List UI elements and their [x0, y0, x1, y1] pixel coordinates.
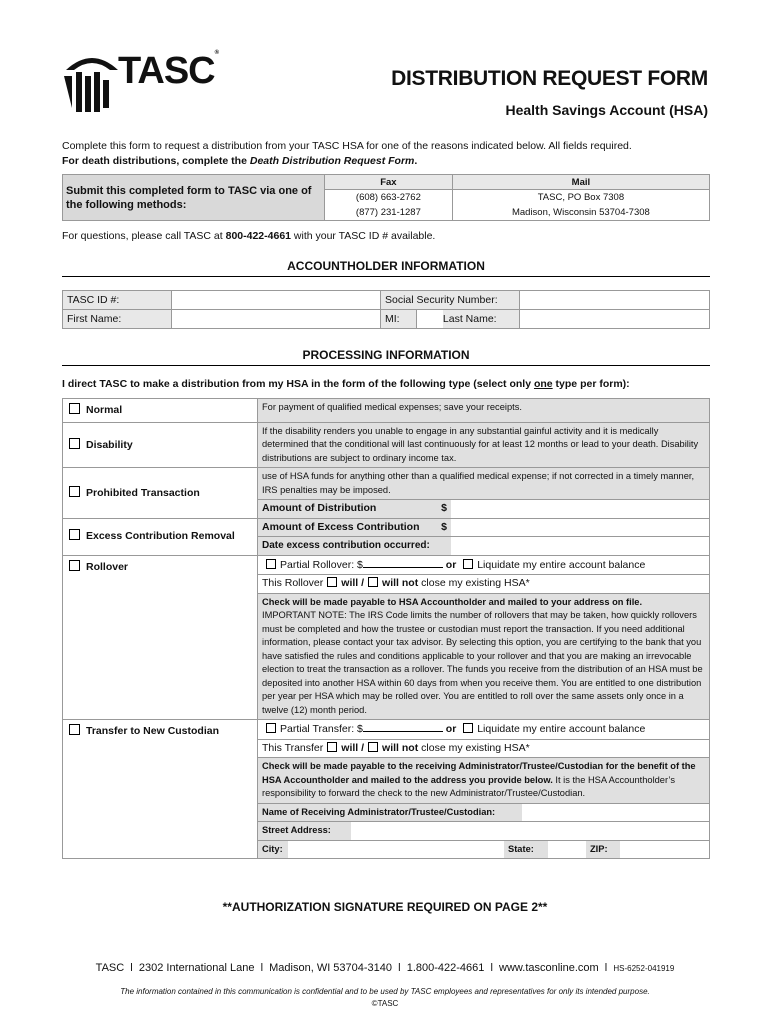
prohibited-description: use of HSA funds for anything other than a qualified medical expense; if not corrected in a timely manner, IRS penalties may be imposed. — [258, 468, 710, 500]
liquidate-rollover-checkbox[interactable] — [463, 559, 473, 569]
form-code: HS-6252-041919 — [613, 964, 675, 973]
amount-excess-row: Amount of Excess Contribution $ — [258, 518, 710, 537]
first-name-label: First Name: — [63, 310, 172, 329]
partial-transfer-amount[interactable] — [363, 722, 443, 732]
city-state-zip-row: City: State: ZIP: — [258, 840, 710, 859]
mail-line-2: Madison, Wisconsin 53704-7308 — [511, 207, 650, 218]
tasc-logo-mark — [62, 48, 122, 118]
mi-label: MI: — [381, 310, 417, 329]
confidential-notice: The information contained in this communication is confidential and to be used by TASC employees and representatives for only its intended purpose. — [120, 987, 650, 996]
accountholder-table — [62, 290, 710, 329]
footer-contact: TASC l 2302 International Lane l Madison, WI 53704-3140 l 1.800-422-4661 l www.tasconline.com l HS-6252-041919 — [95, 962, 675, 974]
intro-text — [62, 139, 712, 169]
option-disability[interactable]: Disability — [63, 422, 258, 468]
option-prohibited[interactable]: Prohibited Transaction — [63, 468, 258, 519]
processing-heading: PROCESSING INFORMATION — [62, 348, 710, 366]
street-address-row: Street Address: — [258, 822, 710, 841]
option-transfer[interactable]: Transfer to New Custodian — [63, 720, 258, 859]
liquidate-transfer-checkbox[interactable] — [463, 723, 473, 733]
partial-transfer-row: Partial Transfer: $ or Liquidate my entire account balance — [258, 720, 710, 740]
ssn-label: Social Security Number: — [381, 291, 520, 310]
option-excess-contribution[interactable]: Excess Contribution Removal — [63, 518, 258, 555]
date-excess-row: Date excess contribution occurred: — [258, 537, 710, 556]
rollover-will-checkbox[interactable] — [327, 577, 337, 587]
intro-line-1: Complete this form to request a distribution from your TASC HSA for one of the reasons indicated below. All fields required. — [62, 140, 632, 152]
excess-checkbox[interactable] — [69, 529, 80, 540]
partial-rollover-row: Partial Rollover: $ or Liquidate my entire account balance — [258, 555, 710, 575]
option-normal[interactable]: Normal — [63, 399, 258, 423]
direct-instruction: I direct TASC to make a distribution from my HSA in the form of the following type (select only one type per form): — [62, 378, 630, 390]
fax-number-2: (877) 231-1287 — [355, 207, 421, 218]
disability-description: If the disability renders you unable to engage in any substantial gainful activity and it is medically determined that the conditional will last continuously for at least 12 months or lead to your death. Disability distributions are subject to ordinary income tax. — [258, 422, 710, 468]
transfer-close-row: This Transfer will / will not close my existing HSA* — [258, 739, 710, 758]
fax-header: Fax — [325, 175, 453, 190]
last-name-label: Last Name: — [416, 310, 519, 329]
form-subtitle: Health Savings Account (HSA) — [505, 102, 708, 118]
fax-number-1: (608) 663-2762 — [355, 192, 421, 203]
mail-address — [452, 190, 709, 221]
rollover-checkbox[interactable] — [69, 560, 80, 571]
ssn-field[interactable] — [520, 291, 710, 310]
transfer-will-not-checkbox[interactable] — [368, 742, 378, 752]
amount-distribution-row: Amount of Distribution $ — [258, 500, 710, 519]
rollover-note: Check will be made payable to HSA Accountholder and mailed to your address on file. IMPORTANT NOTE: The IRS Code limits the number of rollovers that may be taken, how quickly rollovers must be completed and how the trustee or custodian must report the transaction. If you need additional information, please contact your tax advisor. By selecting this option, you are certifying to the bank that you have satisfied the rules and conditions applicable to your rollover and that you are making an irrevocable election to treat the transaction as a rollover. The funds you receive from the distribution of an HSA must be deposited into another HSA within 60 days from when you receive them. You are entitled to one distribution per year per HSA which may be rolled over. You are entitled to roll over the same assets only once in a twelve (12) month period. — [258, 593, 710, 720]
partial-rollover-checkbox[interactable] — [266, 559, 276, 569]
transfer-checkbox[interactable] — [69, 724, 80, 735]
authorization-notice: **AUTHORIZATION SIGNATURE REQUIRED ON PAGE 2** — [222, 900, 548, 914]
support-phone: 800-422-4661 — [225, 230, 291, 242]
mail-header: Mail — [452, 175, 709, 190]
first-name-field[interactable] — [172, 310, 381, 329]
mail-line-1: TASC, PO Box 7308 — [537, 192, 625, 203]
logo-wordmark: TASC® — [118, 50, 219, 92]
normal-description: For payment of qualified medical expenses; save your receipts. — [258, 399, 710, 423]
tasc-id-label: TASC ID #: — [63, 291, 172, 310]
option-rollover[interactable]: Rollover — [63, 555, 258, 720]
accountholder-heading: ACCOUNTHOLDER INFORMATION — [62, 259, 710, 277]
last-name-field[interactable] — [520, 310, 710, 329]
submission-methods-table — [62, 174, 710, 221]
disability-checkbox[interactable] — [69, 438, 80, 449]
distribution-type-table — [62, 398, 710, 859]
copyright: ©TASC — [371, 999, 399, 1008]
normal-checkbox[interactable] — [69, 403, 80, 414]
tasc-logo — [62, 48, 222, 118]
prohibited-checkbox[interactable] — [69, 486, 80, 497]
tasc-id-field[interactable] — [172, 291, 381, 310]
rollover-close-row: This Rollover will / will not close my existing HSA* — [258, 575, 710, 594]
transfer-note: Check will be made payable to the receiving Administrator/Trustee/Custodian for the benefit of the HSA Accountholder and mailed to the address you provide below. It is the HSA Accountholder’s responsibility to forward the check to the new Administrator/Trustee/Custodian. — [258, 758, 710, 804]
questions-line: For questions, please call TASC at 800-422-4661 with your TASC ID # available. — [62, 230, 436, 242]
rollover-will-not-checkbox[interactable] — [368, 577, 378, 587]
partial-transfer-checkbox[interactable] — [266, 723, 276, 733]
form-title: DISTRIBUTION REQUEST FORM — [391, 67, 708, 90]
submission-lead: Submit this completed form to TASC via one of the following methods: — [63, 175, 325, 221]
mi-field[interactable] — [417, 310, 443, 328]
fax-numbers — [325, 190, 453, 221]
intro-line-2: For death distributions, complete the Death Distribution Request Form. — [62, 155, 418, 167]
partial-rollover-amount[interactable] — [363, 558, 443, 568]
transfer-will-checkbox[interactable] — [327, 742, 337, 752]
receiving-name-row: Name of Receiving Administrator/Trustee/Custodian: — [258, 803, 710, 822]
